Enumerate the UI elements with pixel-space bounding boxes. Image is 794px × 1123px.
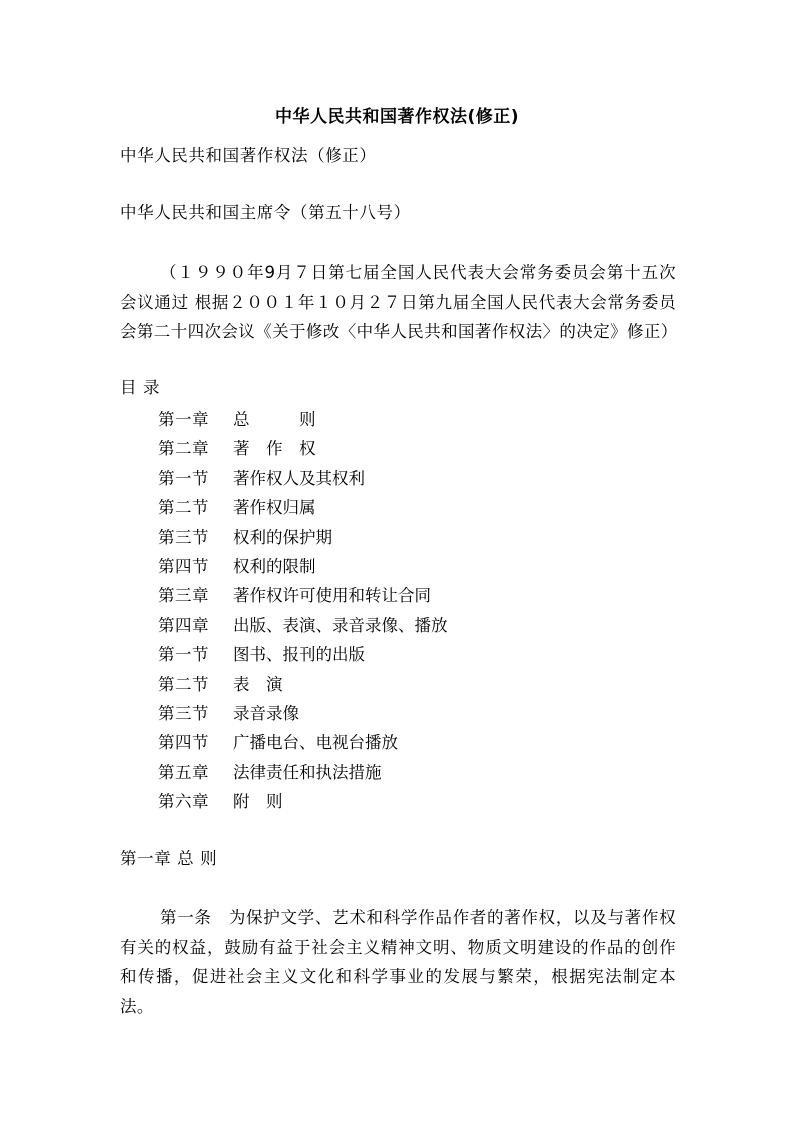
toc-item xyxy=(158,758,448,787)
toc-item-number: 第二节 xyxy=(158,498,209,518)
toc-item-name: 表 演 xyxy=(233,674,283,694)
toc-item-name: 图书、报刊的出版 xyxy=(233,645,365,665)
toc-item-number: 第一节 xyxy=(158,468,209,488)
toc-item xyxy=(158,581,448,610)
toc-item xyxy=(158,611,448,640)
toc-item-number: 第二节 xyxy=(158,674,209,694)
toc-item-number: 第三章 xyxy=(158,586,209,606)
toc-item xyxy=(158,523,448,552)
toc-heading: 目 录 xyxy=(120,378,161,397)
toc-item-number: 第二章 xyxy=(158,439,209,459)
toc-item-number: 第一章 xyxy=(158,410,209,429)
toc-item-name: 总 则 xyxy=(233,410,316,429)
toc-item-number: 第五章 xyxy=(158,762,209,782)
toc-item-name: 出版、表演、录音录像、播放 xyxy=(233,615,448,635)
toc-item xyxy=(158,640,448,669)
toc-item xyxy=(158,552,448,581)
toc-item-number: 第三节 xyxy=(158,527,209,547)
toc-item-name: 广播电台、电视台播放 xyxy=(233,733,398,753)
toc-item-name: 著 作 权 xyxy=(233,439,316,459)
article-paragraph: 第一条 为保护文学、艺术和科学作品作者的著作权，以及与著作权有关的权益，鼓励有益于社会主义精神文明、物质文明建设的作品的创作和传播，促进社会主义文化和科学事业的发展与繁荣，根据宪法制定本法。 xyxy=(120,908,676,1016)
presidential-order: 中华人民共和国主席令（第五十八号） xyxy=(120,203,411,222)
document-title: 中华人民共和国著作权法(修正) xyxy=(274,107,520,127)
toc-item xyxy=(158,405,448,434)
toc-item-name: 附 则 xyxy=(233,792,283,812)
toc-item-name: 著作权许可使用和转让合同 xyxy=(233,586,431,606)
toc-item xyxy=(158,670,448,699)
table-of-contents xyxy=(158,405,448,816)
toc-item-name: 著作权归属 xyxy=(233,498,316,518)
toc-item-number: 第四节 xyxy=(158,556,209,576)
toc-item xyxy=(158,699,448,728)
toc-item xyxy=(158,434,448,463)
toc-item-number: 第三节 xyxy=(158,703,209,723)
toc-item-name: 权利的保护期 xyxy=(233,527,332,547)
toc-item xyxy=(158,728,448,757)
chapter-heading: 第一章 总 则 xyxy=(120,849,218,868)
adoption-note: （１９９０年9月７日第七届全国人民代表大会常务委员会第十五次会议通过 根据２００１年１０月２７日第九届全国人民代表大会常务委员会第二十四次会议《关于修改〈中华人民共和国著作权法〉的决定》修正） xyxy=(120,263,678,341)
toc-item-number: 第四章 xyxy=(158,615,209,635)
toc-item-number: 第六章 xyxy=(158,792,209,812)
toc-item xyxy=(158,787,448,816)
toc-item-number: 第四节 xyxy=(158,733,209,753)
toc-item xyxy=(158,493,448,522)
toc-item-name: 录音录像 xyxy=(233,703,299,723)
toc-item-name: 法律责任和执法措施 xyxy=(233,762,382,782)
document-subtitle: 中华人民共和国著作权法（修正） xyxy=(120,146,377,165)
toc-item-number: 第一节 xyxy=(158,645,209,665)
toc-item xyxy=(158,464,448,493)
toc-item-name: 著作权人及其权利 xyxy=(233,468,365,488)
toc-item-name: 权利的限制 xyxy=(233,556,316,576)
